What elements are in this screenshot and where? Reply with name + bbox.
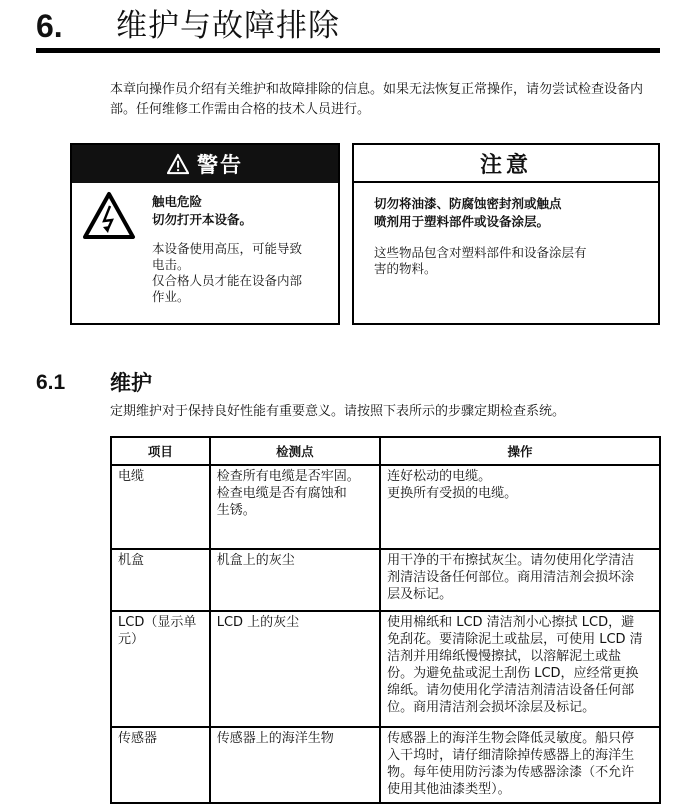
warning-title: 警告 [197,153,243,177]
cell-line: 传感器 [118,731,158,746]
cell-check [210,727,380,803]
caution-body-line: 这些物品包含对塑料部件和设备涂层有 [374,245,587,260]
warning-bold-line: 切勿打开本设备。 [152,212,253,227]
warning-body-text [152,241,334,305]
warning-body-line: 本设备使用高压，可能导致 [152,241,303,256]
cell-line: 入干坞时，请仔细清除掉传感器上的海洋生 [387,748,635,763]
warning-body-line: 仅合格人员才能在设备内部 [152,273,303,288]
cell-check [210,465,380,549]
caution-body-text [374,245,614,277]
cell-action [380,549,660,611]
cell-line: 免刮花。要清除泥土或盐层，可使用 LCD 清 [387,632,643,647]
intro-paragraph: 本章向操作员介绍有关维护和故障排除的信息。如果无法恢复正常操作，请勿尝试检查设备内部。任何维修工作需由合格的技术人员进行。 [110,82,644,117]
cell-line: 机盒 [118,553,145,568]
cell-line: 用干净的干布擦拭灰尘。请勿使用化学清洁 [387,553,635,568]
cell-action [380,611,660,727]
cell-line: 机盒上的灰尘 [216,553,295,568]
cell-line: 物。每年使用防污漆为传感器涂漆（不允许 [387,765,635,780]
cell-line: 位。商用清洁剂会损坏涂层及标记。 [387,700,596,715]
cell-item [111,611,210,727]
table-row [111,727,660,803]
caution-box [352,143,660,325]
cell-line: 传感器上的海洋生物会降低灵敏度。船只停 [387,731,635,746]
cell-line: 电缆 [118,469,145,484]
chapter-rule [36,48,660,53]
chapter-number: 6. [36,8,63,44]
cell-item [111,465,210,549]
cell-line: 层及标记。 [387,587,453,602]
maintenance-table [110,436,661,804]
cell-line: 生锈。 [216,503,256,518]
warning-body-line: 电击。 [152,257,190,272]
cell-line: 检查电缆是否有腐蚀和 [216,486,347,501]
warning-triangle-icon [167,153,189,175]
cell-action [380,727,660,803]
cell-item [111,727,210,803]
cell-line: LCD（显示单 [118,615,197,630]
warning-bold-line: 触电危险 [152,194,203,209]
caution-body-line: 害的物料。 [374,261,437,276]
electric-shock-hazard-icon [82,191,136,241]
chapter-title: 维护与故障排除 [116,8,340,44]
cell-line: 更换所有受损的电缆。 [387,486,518,501]
cell-line: 元） [118,632,145,647]
column-header-check: 检测点 [210,437,380,465]
section-title: 维护 [110,371,152,395]
cell-action [380,465,660,549]
caution-header [354,145,658,183]
warning-header [72,145,338,183]
cell-item [111,549,210,611]
cell-line: 使用棉纸和 LCD 清洁剂小心擦拭 LCD，避 [387,615,635,630]
table-header-row [111,437,660,465]
cell-line: 剂清洁设备任何部位。商用清洁剂会损坏涂 [387,570,635,585]
cell-line: 洁剂并用绵纸慢慢擦拭，以溶解泥土或盐 [387,649,622,664]
section-number: 6.1 [36,371,66,394]
table-row [111,465,660,549]
cell-check [210,611,380,727]
cell-line: 连好松动的电缆。 [387,469,492,484]
caution-bold-line: 喷剂用于塑料部件或设备涂层。 [374,214,550,229]
cell-check [210,549,380,611]
warning-box [70,143,340,325]
column-header-action: 操作 [380,437,660,465]
section-description: 定期维护对于保持良好性能有重要意义。请按照下表所示的步骤定期检查系统。 [110,404,566,419]
caution-bold-line: 切勿将油漆、防腐蚀密封剂或触点 [374,196,562,211]
warning-body-line: 作业。 [152,289,190,304]
cell-line: 使用其他油漆类型）。 [387,782,511,797]
cell-line: 绵纸。请勿使用化学清洁剂清洁设备任何部 [387,683,635,698]
column-header-item: 项目 [111,437,210,465]
cell-line: 份。为避免盐或泥土刮伤 LCD，应经常更换 [387,666,639,681]
cell-line: 传感器上的海洋生物 [216,731,334,746]
caution-bold-text [374,195,614,231]
table-row [111,549,660,611]
table-row [111,611,660,727]
cell-line: 检查所有电缆是否牢固。 [216,469,360,484]
warning-bold-text [152,193,252,229]
caution-title: 注意 [479,152,532,178]
cell-line: LCD 上的灰尘 [216,615,300,630]
